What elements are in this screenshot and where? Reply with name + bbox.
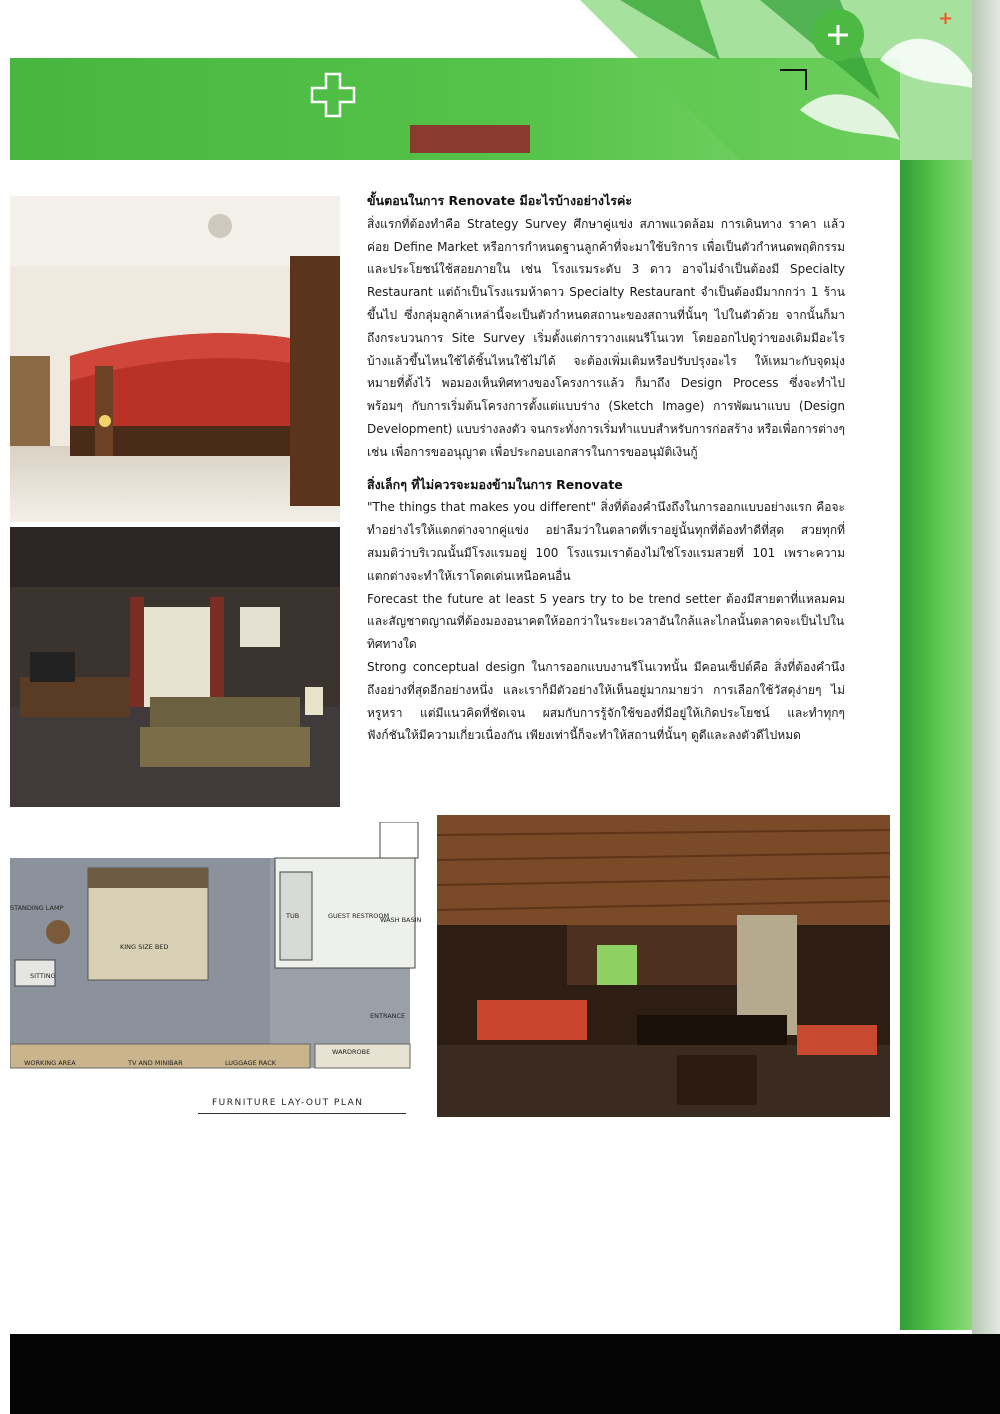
paragraph-conceptual: Strong conceptual design ในการออกแบบงานรีโนเวทนั้น มีคอนเซ็ปต์คือ สิ่งที่ต้องคำนึงถึงอย่างที่สุดอีกอย่างหนึ่ง และเราก็มีตัวอย่างให้เห็นอยู่มากมายว่า การเลือกใช้วัสดุง่ายๆ ไม่หรูหรา แต่มีแนวคิดที่ชัดเจน ผสมกับการรู้จักใช้ของที่มีอยู่ให้เกิดประโยชน์ และทำทุกๆ ฟังก์ชันให้มีความเกี่ยวเนื่องกัน เพียงเท่านี้ก็จะทำให้สถานที่นั้นๆ ดูดีและลงตัวดีไปหมด [367, 659, 845, 743]
restaurant-photo [437, 815, 890, 1117]
floorplan-label-guest-restroom: GUEST RESTROOM [328, 912, 390, 920]
paragraph-forecast: Forecast the future at least 5 years try to be trend setter ต้องมีสายตาที่แหลมคมและสัญชาตญาณที่ต้องมองอนาคตให้ออกว่าในระยะเวลาอันใกล้และไกลนั้นตลาดจะเป็นไปในทิศทางใด [367, 591, 845, 652]
page-fold-shadow [972, 0, 1000, 1414]
floorplan-label-sitting: SITTING [30, 972, 56, 980]
floorplan-label-luggage-rack: LUGGAGE RACK [225, 1059, 277, 1067]
leaf-decoration [580, 0, 1000, 160]
floorplan-caption: FURNITURE LAY-OUT PLAN [212, 1098, 364, 1108]
floorplan-label-entrance: ENTRANCE [370, 1012, 406, 1020]
header-accent-bar [410, 125, 530, 153]
scan-bottom-bar [10, 1334, 1000, 1414]
section-heading-renovate-steps: ขั้นตอนในการ Renovate มีอะไรบ้างอย่างไรค่ะ [367, 193, 633, 208]
floor-plan-drawing [10, 822, 430, 1116]
bedroom-photo [10, 527, 340, 807]
corner-plus-icon: + [938, 8, 954, 29]
floorplan-label-wardrobe: WARDROBE [332, 1048, 371, 1056]
section-heading-small-things: สิ่งเล็กๆ ที่ไม่ควรจะมองข้ามในการ Renovate [367, 476, 623, 492]
caption-underline [198, 1113, 406, 1114]
floorplan-label-working-area: WORKING AREA [24, 1059, 76, 1067]
lobby-photo [10, 196, 340, 522]
floorplan-label-king-bed: KING SIZE BED [120, 943, 169, 951]
page-edge-stripe [900, 160, 972, 1330]
paragraph-renovate-steps: สิ่งแรกที่ต้องทำคือ Strategy Survey ศึกษาคู่แข่ง สภาพแวดล้อม การเดินทาง ราคา แล้วค่อย Define Market หรือการกำหนดฐานลูกค้าที่จะมาใช้บริการ เพื่อเป็นตัวกำหนดพฤติกรรมและประโยชน์ใช้สอยภายใน เช่น โรงแรมระดับ 3 ดาว อาจไม่จำเป็นต้องมี Specialty Restaurant แต่ถ้าเป็นโรงแรมห้าดาว Specialty Restaurant จำเป็นต้องมีมากกว่า 1 ร้านขึ้นไป ซึ่งกลุ่มลูกค้าเหล่านี้จะเป็นตัวกำหนดสถานะของสถานที่นั้นๆ ไปในตัวด้วย จากนั้นก็มาถึงกระบวนการ Site Survey เริ่มตั้งแต่การวางแผนรีโนเวท โดยออกไปดูว่าของเดิมมีอะไรบ้างแล้วขึ้นไหนใช้ได้ชิ้นไหนใช้ไม่ได้ จะต้องเพิ่มเติมหรือปรับปรุงอะไร ให้เหมาะกับจุดมุ่งหมายที่ตั้งไว้ พอมองเห็นทิศทางของโครงการแล้ว ก็มาถึง Design Process ซึ่งจะทำไปพร้อมๆ กับการเริ่มต้นโครงการตั้งแต่แบบร่าง (Sketch Image) การพัฒนาแบบ (Design Development) แบบร่างลงตัว จนกระทั่งการเริ่มทำแบบสำหรับการก่อสร้าง หรือเพื่อการต่างๆ เช่น เพื่อการขออนุญาต เพื่อประกอบเอกสารในการขออนุมัติเงินกู้ [367, 216, 845, 459]
floorplan-label-wash-basin: WASH BASIN [380, 916, 422, 924]
floorplan-label-standing-lamp: STANDING LAMP [10, 904, 64, 912]
floorplan-label-tv-minibar: TV AND MINIBAR [128, 1059, 183, 1067]
plus-icon [308, 70, 358, 120]
paragraph-different: "The things that makes you different" สิ่งที่ต้องคำนึงถึงในการออกแบบอย่างแรก คือจะทำอย่างไรให้แตกต่างจากคู่แข่ง อย่าลืมว่าในตลาดที่เราอยู่นั้นทุกที่ต้องทำดีที่สุด สวยทุกที่ สมมติว่าบริเวณนั้นมีโรงแรมอยู่ 100 โรงแรมเราต้องไม่ใช่โรงแรมสวยที่ 101 เพราะความแตกต่างจะทำให้เราโดดเด่นเหนือคนอื่น [367, 500, 845, 583]
article-body [367, 190, 845, 747]
floorplan-label-tub: TUB [286, 912, 300, 920]
